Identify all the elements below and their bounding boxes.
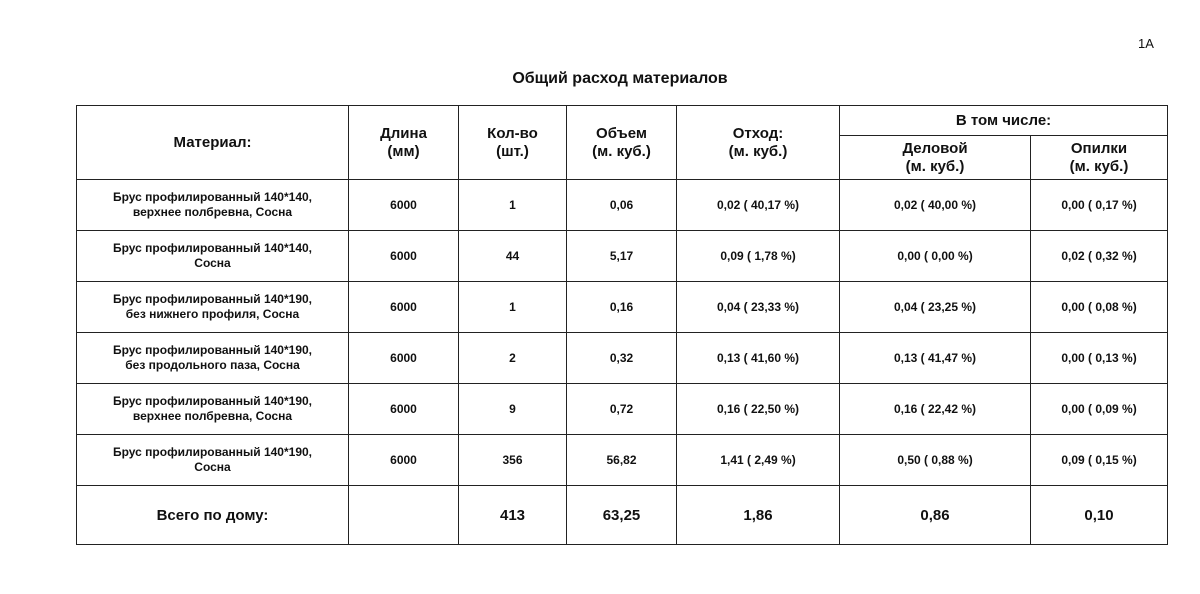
table-row <box>77 231 1168 282</box>
cell-qty: 1 <box>459 180 567 231</box>
header-length-unit: (мм) <box>387 142 420 160</box>
table-row <box>77 282 1168 333</box>
cell-material <box>77 180 349 231</box>
header-waste <box>677 106 840 180</box>
header-waste-label: Отход: <box>732 124 784 142</box>
cell-volume: 56,82 <box>567 435 677 486</box>
total-label: Всего по дому: <box>77 486 349 545</box>
material-line: Брус профилированный 140*140, <box>112 241 313 255</box>
page-title: Общий расход материалов <box>512 70 728 87</box>
header-volume <box>567 106 677 180</box>
table-row <box>77 180 1168 231</box>
header-business-label: Деловой <box>902 139 968 157</box>
total-waste: 1,86 <box>677 486 840 545</box>
cell-volume: 0,06 <box>567 180 677 231</box>
header-waste-unit: (м. куб.) <box>728 142 788 160</box>
header-volume-unit: (м. куб.) <box>592 142 651 160</box>
cell-material <box>77 282 349 333</box>
cell-business: 0,16 ( 22,42 %) <box>840 384 1031 435</box>
cell-length: 6000 <box>349 435 459 486</box>
header-sawdust <box>1031 136 1168 180</box>
total-volume: 63,25 <box>567 486 677 545</box>
header-volume-label: Объем <box>596 124 647 142</box>
header-material: Материал: <box>77 106 349 180</box>
material-line: верхнее полбревна, Сосна <box>132 409 293 423</box>
header-qty-unit: (шт.) <box>496 142 529 160</box>
material-line: Брус профилированный 140*190, <box>112 292 313 306</box>
material-line: Брус профилированный 140*190, <box>112 445 313 459</box>
cell-business: 0,02 ( 40,00 %) <box>840 180 1031 231</box>
cell-length: 6000 <box>349 282 459 333</box>
cell-waste: 0,16 ( 22,50 %) <box>677 384 840 435</box>
cell-business: 0,50 ( 0,88 %) <box>840 435 1031 486</box>
table-row <box>77 384 1168 435</box>
cell-sawdust: 0,00 ( 0,13 %) <box>1031 333 1168 384</box>
header-including: В том числе: <box>840 106 1168 136</box>
material-line: Сосна <box>194 460 231 474</box>
cell-waste: 0,13 ( 41,60 %) <box>677 333 840 384</box>
material-line: без нижнего профиля, Сосна <box>125 307 300 321</box>
header-business <box>840 136 1031 180</box>
cell-material <box>77 384 349 435</box>
cell-length: 6000 <box>349 384 459 435</box>
cell-business: 0,00 ( 0,00 %) <box>840 231 1031 282</box>
cell-business: 0,13 ( 41,47 %) <box>840 333 1031 384</box>
cell-waste: 0,04 ( 23,33 %) <box>677 282 840 333</box>
cell-qty: 2 <box>459 333 567 384</box>
cell-length: 6000 <box>349 180 459 231</box>
cell-length: 6000 <box>349 231 459 282</box>
header-qty <box>459 106 567 180</box>
material-line: Брус профилированный 140*190, <box>112 394 313 408</box>
materials-table <box>76 105 1168 545</box>
header-length <box>349 106 459 180</box>
header-row-top <box>77 106 1168 136</box>
cell-sawdust: 0,09 ( 0,15 %) <box>1031 435 1168 486</box>
material-line: без продольного паза, Сосна <box>125 358 300 372</box>
cell-volume: 0,32 <box>567 333 677 384</box>
page-number: 1А <box>1138 36 1154 51</box>
total-length-empty <box>349 486 459 545</box>
cell-qty: 1 <box>459 282 567 333</box>
total-business: 0,86 <box>840 486 1031 545</box>
total-sawdust: 0,10 <box>1031 486 1168 545</box>
material-line: верхнее полбревна, Сосна <box>132 205 293 219</box>
table-row <box>77 333 1168 384</box>
cell-material <box>77 333 349 384</box>
cell-volume: 0,16 <box>567 282 677 333</box>
header-length-label: Длина <box>380 124 427 142</box>
cell-sawdust: 0,00 ( 0,17 %) <box>1031 180 1168 231</box>
cell-qty: 44 <box>459 231 567 282</box>
cell-waste: 0,02 ( 40,17 %) <box>677 180 840 231</box>
material-line: Брус профилированный 140*140, <box>112 190 313 204</box>
cell-qty: 9 <box>459 384 567 435</box>
cell-sawdust: 0,00 ( 0,09 %) <box>1031 384 1168 435</box>
header-business-unit: (м. куб.) <box>905 157 965 175</box>
material-line: Сосна <box>194 256 231 270</box>
cell-waste: 1,41 ( 2,49 %) <box>677 435 840 486</box>
header-sawdust-unit: (м. куб.) <box>1069 157 1129 175</box>
total-qty: 413 <box>459 486 567 545</box>
total-row <box>77 486 1168 545</box>
header-sawdust-label: Опилки <box>1070 139 1128 157</box>
cell-business: 0,04 ( 23,25 %) <box>840 282 1031 333</box>
header-qty-label: Кол-во <box>487 124 538 142</box>
material-line: Брус профилированный 140*190, <box>112 343 313 357</box>
cell-qty: 356 <box>459 435 567 486</box>
cell-material <box>77 231 349 282</box>
cell-length: 6000 <box>349 333 459 384</box>
cell-sawdust: 0,02 ( 0,32 %) <box>1031 231 1168 282</box>
cell-material <box>77 435 349 486</box>
cell-sawdust: 0,00 ( 0,08 %) <box>1031 282 1168 333</box>
table-row <box>77 435 1168 486</box>
cell-volume: 5,17 <box>567 231 677 282</box>
cell-volume: 0,72 <box>567 384 677 435</box>
cell-waste: 0,09 ( 1,78 %) <box>677 231 840 282</box>
